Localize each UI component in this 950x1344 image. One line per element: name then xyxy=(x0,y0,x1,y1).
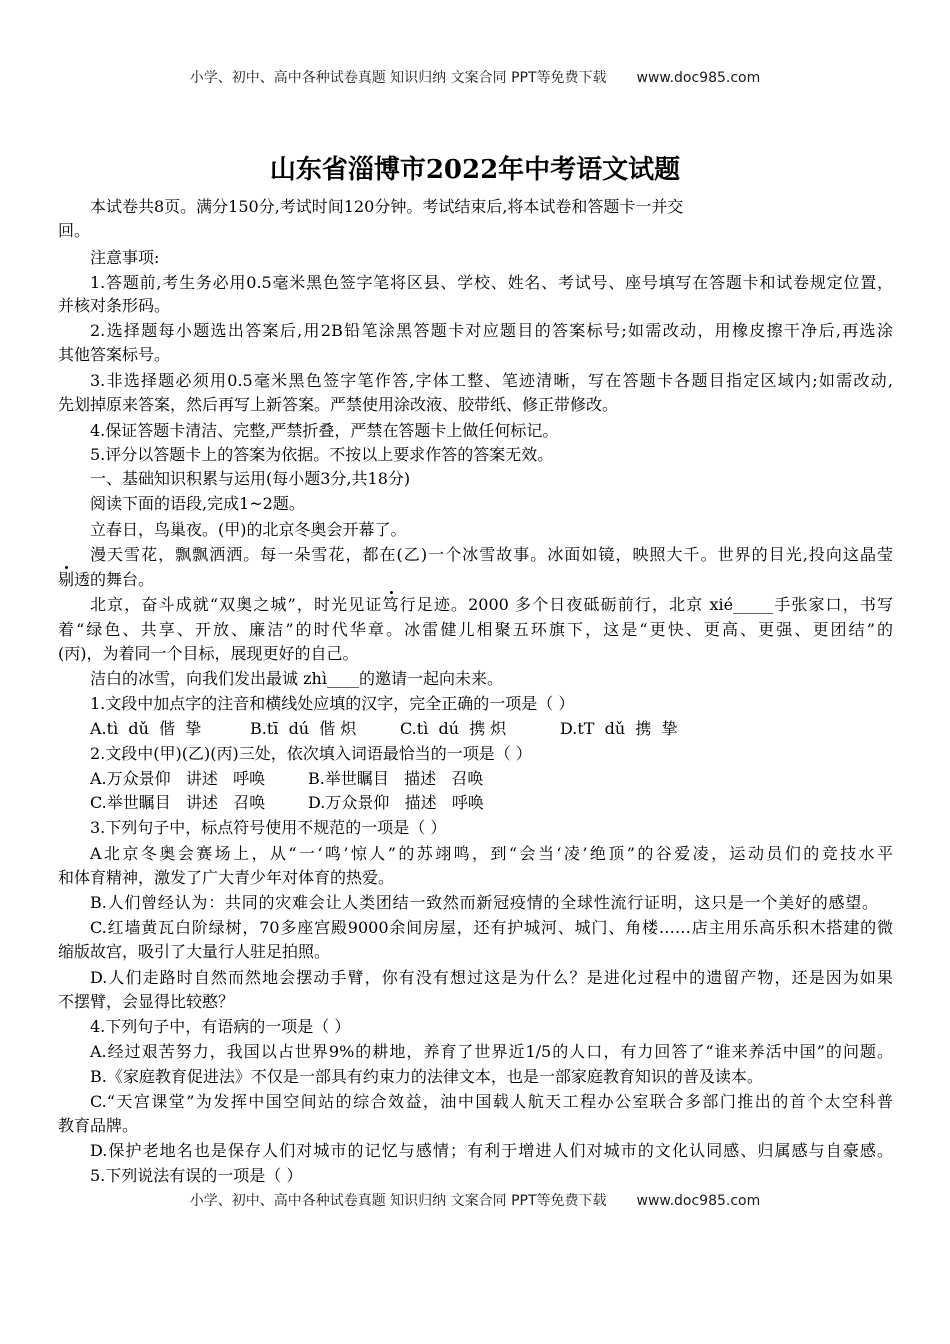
footer-tagline: 小学、初中、高中各种试卷真题 知识归纳 文案合同 PPT等免费下载 xyxy=(189,1193,607,1209)
passage-paragraph-3-line-3: (丙)，为着同一个目标，展现更好的自己。 xyxy=(58,644,359,663)
question-4-option-d: D.保护老地名也是保存人们对城市的记忆与感情；有利于增进人们对城市的文化认同感、归属感与自豪感。 xyxy=(90,1141,893,1160)
passage-text: 行足迹。2000 多个日夜砥砺前行，北京 xié_____手张家口，书写 xyxy=(399,595,893,614)
question-5-stem: 5.下列说法有误的一项是（ ） xyxy=(90,1166,303,1185)
header-tagline: 小学、初中、高中各种试卷真题 知识归纳 文案合同 PPT等免费下载 xyxy=(189,70,607,86)
passage-paragraph-2-line-2 xyxy=(58,570,154,590)
question-3-option-c-line-1: C.红墙黄瓦白阶绿树，70多座宫殿9000余间房屋，还有护城河、城门、角楼……店主用乐高乐积木搭建的微 xyxy=(90,918,893,937)
question-1-option-a: A.tì dǔ 偕 挚 xyxy=(90,719,202,738)
question-2-option-c: C.举世瞩目 讲述 召唤 xyxy=(90,793,266,812)
intro-line-1: 本试卷共8页。满分150分,考试时间120分钟。考试结束后,将本试卷和答题卡一并交 xyxy=(90,197,684,216)
question-3-option-c-line-2: 缩版故宫，吸引了大量行人驻足拍照。 xyxy=(58,942,331,961)
question-2-option-b: B.举世瞩目 描述 召唤 xyxy=(308,769,484,788)
note-2-line-2: 其他答案标号。 xyxy=(58,345,171,364)
note-3-line-2: 先划掉原来答案，然后再写上新答案。严禁使用涂改液、胶带纸、修正带修改。 xyxy=(58,395,619,414)
header-site-link[interactable]: www.doc985.com xyxy=(636,70,761,86)
question-3-option-b: B.人们曾经认为：共同的灾难会让人类团结一致然而新冠疫情的全球性流行证明，这只是一个美好的感望。 xyxy=(90,893,878,912)
question-1-stem: 1.文段中加点字的注音和横线处应填的汉字，完全正确的一项是（ ） xyxy=(90,694,575,713)
note-5: 5.评分以答题卡上的答案为依据。不按以上要求作答的答案无效。 xyxy=(90,445,554,464)
passage-text: 透的舞台。 xyxy=(74,570,155,589)
footer-site-link[interactable]: www.doc985.com xyxy=(636,1193,761,1209)
note-3-line-1: 3.非选择题必须用0.5毫米黑色签字笔作答,字体工整、笔迹清晰，写在答题卡各题目指定区域内;如需改动, xyxy=(90,371,893,390)
intro-line-2: 回。 xyxy=(58,221,91,240)
emphasis-dot-char: 剔 xyxy=(58,570,75,589)
passage-paragraph-3-line-1 xyxy=(90,595,893,615)
question-4-option-b: B.《家庭教育促进法》不仅是一部具有约束力的法律文本，也是一部家庭教育知识的普及读本。 xyxy=(90,1067,763,1086)
question-4-option-a: A.经过艰苦努力，我国以占世界9%的耕地，养育了世界近1/5的人口，有力回答了“谁来养活中国”的问题。 xyxy=(90,1042,893,1061)
question-3-option-d-line-2: 不摆臂，会显得比较憨？ xyxy=(58,992,235,1011)
question-3-option-d-line-1: D.人们走路时自然而然地会摆动手臂，你有没有想过这是为什么？是进化过程中的遗留产物，还是因为如果 xyxy=(90,968,893,987)
header-banner xyxy=(0,68,950,88)
question-3-option-a-line-1: A北京冬奥会赛场上，从“一‘鸣’惊人”的苏翊鸣，到“会当‘凌’绝顶”的谷爱凌，运动员们的竞技水平 xyxy=(90,844,893,863)
question-3-option-a-line-2: 和体育精神，激发了广大青少年对体育的热爱。 xyxy=(58,868,395,887)
passage-paragraph-3-line-2: 着“绿色、共享、开放、廉洁”的时代华章。冰雷健儿相聚五环旗下，这是“更快、更高、更强、更团结”的 xyxy=(58,620,893,639)
passage-paragraph-2-line-1: 漫天雪花，飘飘洒洒。每一朵雪花，都在(乙)一个冰雪故事。冰面如镜，映照大千。世界的目光,投向这晶莹 xyxy=(90,545,893,564)
note-2-line-1: 2.选择题每小题选出答案后,用2B铅笔涂黑答题卡对应题目的答案标号;如需改动，用橡皮擦干净后,再选涂 xyxy=(90,321,893,340)
question-4-option-c-line-2: 教育品牌。 xyxy=(58,1116,139,1135)
section-1-heading: 一、基础知识积累与运用(每小题3分,共18分) xyxy=(90,469,411,488)
question-2-option-d: D.万众景仰 描述 呼唤 xyxy=(308,793,484,812)
question-4-option-c-line-1: C.“天宫课堂”为发挥中国空间站的综合效益，油中国载人航天工程办公室联合多部门推出的首个太空科普 xyxy=(90,1092,893,1111)
note-4: 4.保证答题卡清洁、完整,严禁折叠，严禁在答题卡上做任何标记。 xyxy=(90,421,559,440)
section-1-instruction: 阅读下面的语段,完成1~2题。 xyxy=(90,494,305,513)
question-2-stem: 2.文段中(甲)(乙)(丙)三处，依次填入词语最恰当的一项是（ ） xyxy=(90,744,532,763)
question-2-option-a: A.万众景仰 讲述 呼唤 xyxy=(90,769,266,788)
note-1-line-2: 并核对条形码。 xyxy=(58,296,171,315)
passage-paragraph-4: 洁白的冰雪，向我们发出最诚 zhì____的邀请一起向未来。 xyxy=(90,669,503,688)
question-1-option-c: C.tì dú 携 炽 xyxy=(400,719,507,738)
question-1-option-b: B.tī dú 偕 炽 xyxy=(250,719,357,738)
exam-title: 山东省淄博市2022年中考语文试题 xyxy=(269,155,681,185)
note-1-line-1: 1.答题前,考生务必用0.5毫米黑色签字笔将区县、学校、姓名、考试号、座号填写在答题卡和试卷规定位置， xyxy=(90,273,893,292)
passage-text: 北京，奋斗成就“双奥之城”，时光见证 xyxy=(90,595,383,614)
question-4-stem: 4.下列句子中，有语病的一项是（ ） xyxy=(90,1017,351,1036)
notes-heading: 注意事项: xyxy=(90,248,160,267)
footer-banner xyxy=(0,1191,950,1211)
question-1-option-d: D.tT dǔ 携 挚 xyxy=(560,719,678,738)
emphasis-dot-char: 笃 xyxy=(382,595,400,614)
passage-paragraph-1: 立春日，鸟巢夜。(甲)的北京冬奥会开幕了。 xyxy=(90,520,407,539)
question-3-stem: 3.下列句子中，标点符号使用不规范的一项是（ ） xyxy=(90,818,447,837)
